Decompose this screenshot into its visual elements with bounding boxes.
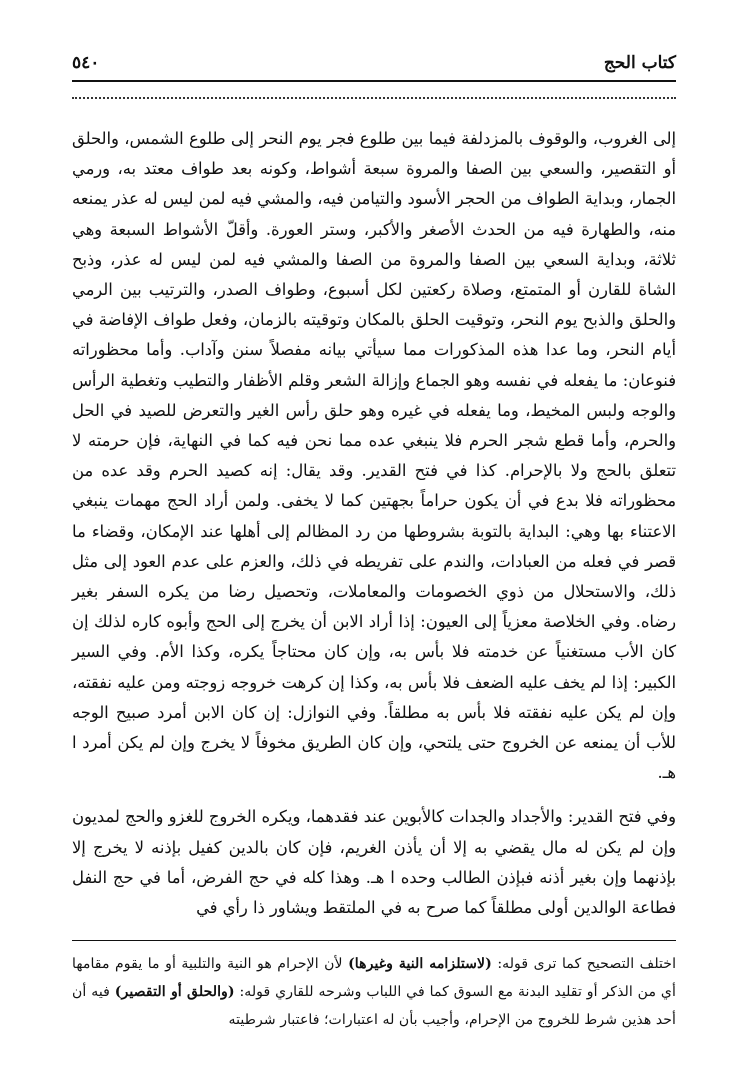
body-paragraph-2: وفي فتح القدير: والأجداد والجدات كالأبوين عند فقدهما، ويكره الخروج للغزو والحج لمديون وإن لم يكن له مال يقضي به إلا أن يأذن الغريم، فإن كان بالدين كفيل بإذنه لا يخرج إلا بإذنهما وإن بغير أذنه فبإذن الطالب وحده ا هـ. وهذا كله في حج الفرض، أما في حج النفل فطاعة الوالدين أولى مطلقاً كما صرح به في الملتقط ويشاور ذا رأي في	[72, 807, 676, 918]
book-title: كتاب الحج	[603, 53, 676, 73]
footnote-text-2: لأن الإحرام هو النية والتلبية أو ما يقوم مقامها أي من الذكر أو تقليد البدنة مع السوق كما في اللباب وشرحه للقاري قوله:	[72, 956, 676, 1000]
footnote-divider	[72, 940, 676, 941]
dotted-separator	[72, 97, 676, 99]
main-text	[72, 124, 676, 923]
footnote-quote-1: (لاستلزامه النية وغيرها)	[348, 956, 492, 972]
footnote-paragraph	[72, 950, 676, 1034]
footnote-quote-2: (والحلق أو التقصير)	[114, 984, 235, 1000]
page-number: ٥٤٠	[72, 53, 100, 73]
page-header	[72, 46, 676, 82]
footnote-text-3: فيه أن أحد هذين شرط للخروج من الإحرام، وأجيب بأن له اعتبارات؛ فاعتبار شرطيته	[72, 984, 676, 1028]
footnote	[72, 950, 676, 1034]
body-paragraph-1: إلى الغروب، والوقوف بالمزدلفة فيما بين طلوع فجر يوم النحر إلى طلوع الشمس، والحلق أو التقصير، والسعي بين الصفا والمروة سبعة أشواط، وكونه بعد طواف معتد به، ورمي الجمار، وبداية الطواف من الحجر الأسود والتيامن فيه، والمشي فيه لمن ليس له عذر يمنعه منه، والطهارة فيه من الحدث الأصغر والأكبر، وستر العورة. وأقلّ الأشواط السبعة وهي ثلاثة، وبداية السعي بين الصفا والمروة من الصفا والمشي فيه لمن ليس له عذر، وذبح الشاة للقارن أو المتمتع، وصلاة ركعتين لكل أسبوع، وطواف الصدر، والترتيب بين الرمي والحلق والذبح يوم النحر، وتوقيت الحلق بالمكان وتوقيته بالزمان، وفعل طواف الإفاضة في أيام النحر، وما عدا هذه المذكورات مما سيأتي بيانه مفصلاً سنن وآداب. وأما محظوراته فنوعان: ما يفعله في نفسه وهو الجماع وإزالة الشعر وقلم الأظفار والتطيب وتغطية الرأس والوجه ولبس المخيط، وما يفعله في غيره وهو حلق رأس الغير والتعرض للصيد في الحل والحرم، وأما قطع شجر الحرم فلا ينبغي عده مما نحن فيه كما في النهاية، فإن حرمته لا تتعلق بالحج ولا بالإحرام. كذا في فتح القدير. وقد يقال: إنه كصيد الحرم وقد عده من محظوراته فلا بدع في أن يكون حراماً بجهتين كما لا يخفى. ولمن أراد الحج مهمات ينبغي الاعتناء بها وهي: البداية بالتوبة بشروطها من رد المظالم إلى أهلها عند الإمكان، وقضاء ما قصر في فعله من العبادات، والندم على تفريطه في ذلك، والعزم على عدم العود إلى مثل ذلك، والاستحلال من ذوي الخصومات والمعاملات، وتحصيل رضا من يكره السفر بغير رضاه. وفي الخلاصة معزياً إلى العيون: إذا أراد الابن أن يخرج إلى الحج وأبوه كاره لذلك إن كان الأب مستغنياً عن خدمته فلا بأس به، وإن كان محتاجاً يكره، وكذا الأم. وفي السير الكبير: إذا لم يخف عليه الضعف فلا بأس به، وكذا إن كرهت خروجه زوجته ومن عليه نفقته، وإن لم يكن عليه نفقته فلا بأس به مطلقاً. وفي النوازل: إن كان الابن أمرد صبيح الوجه للأب أن يمنعه عن الخروج حتى يلتحي، وإن كان الطريق مخوفاً لا يخرج وإن لم يكن أمرد ا هـ.	[72, 129, 676, 783]
footnote-text-1: اختلف التصحيح كما ترى قوله:	[491, 956, 677, 972]
